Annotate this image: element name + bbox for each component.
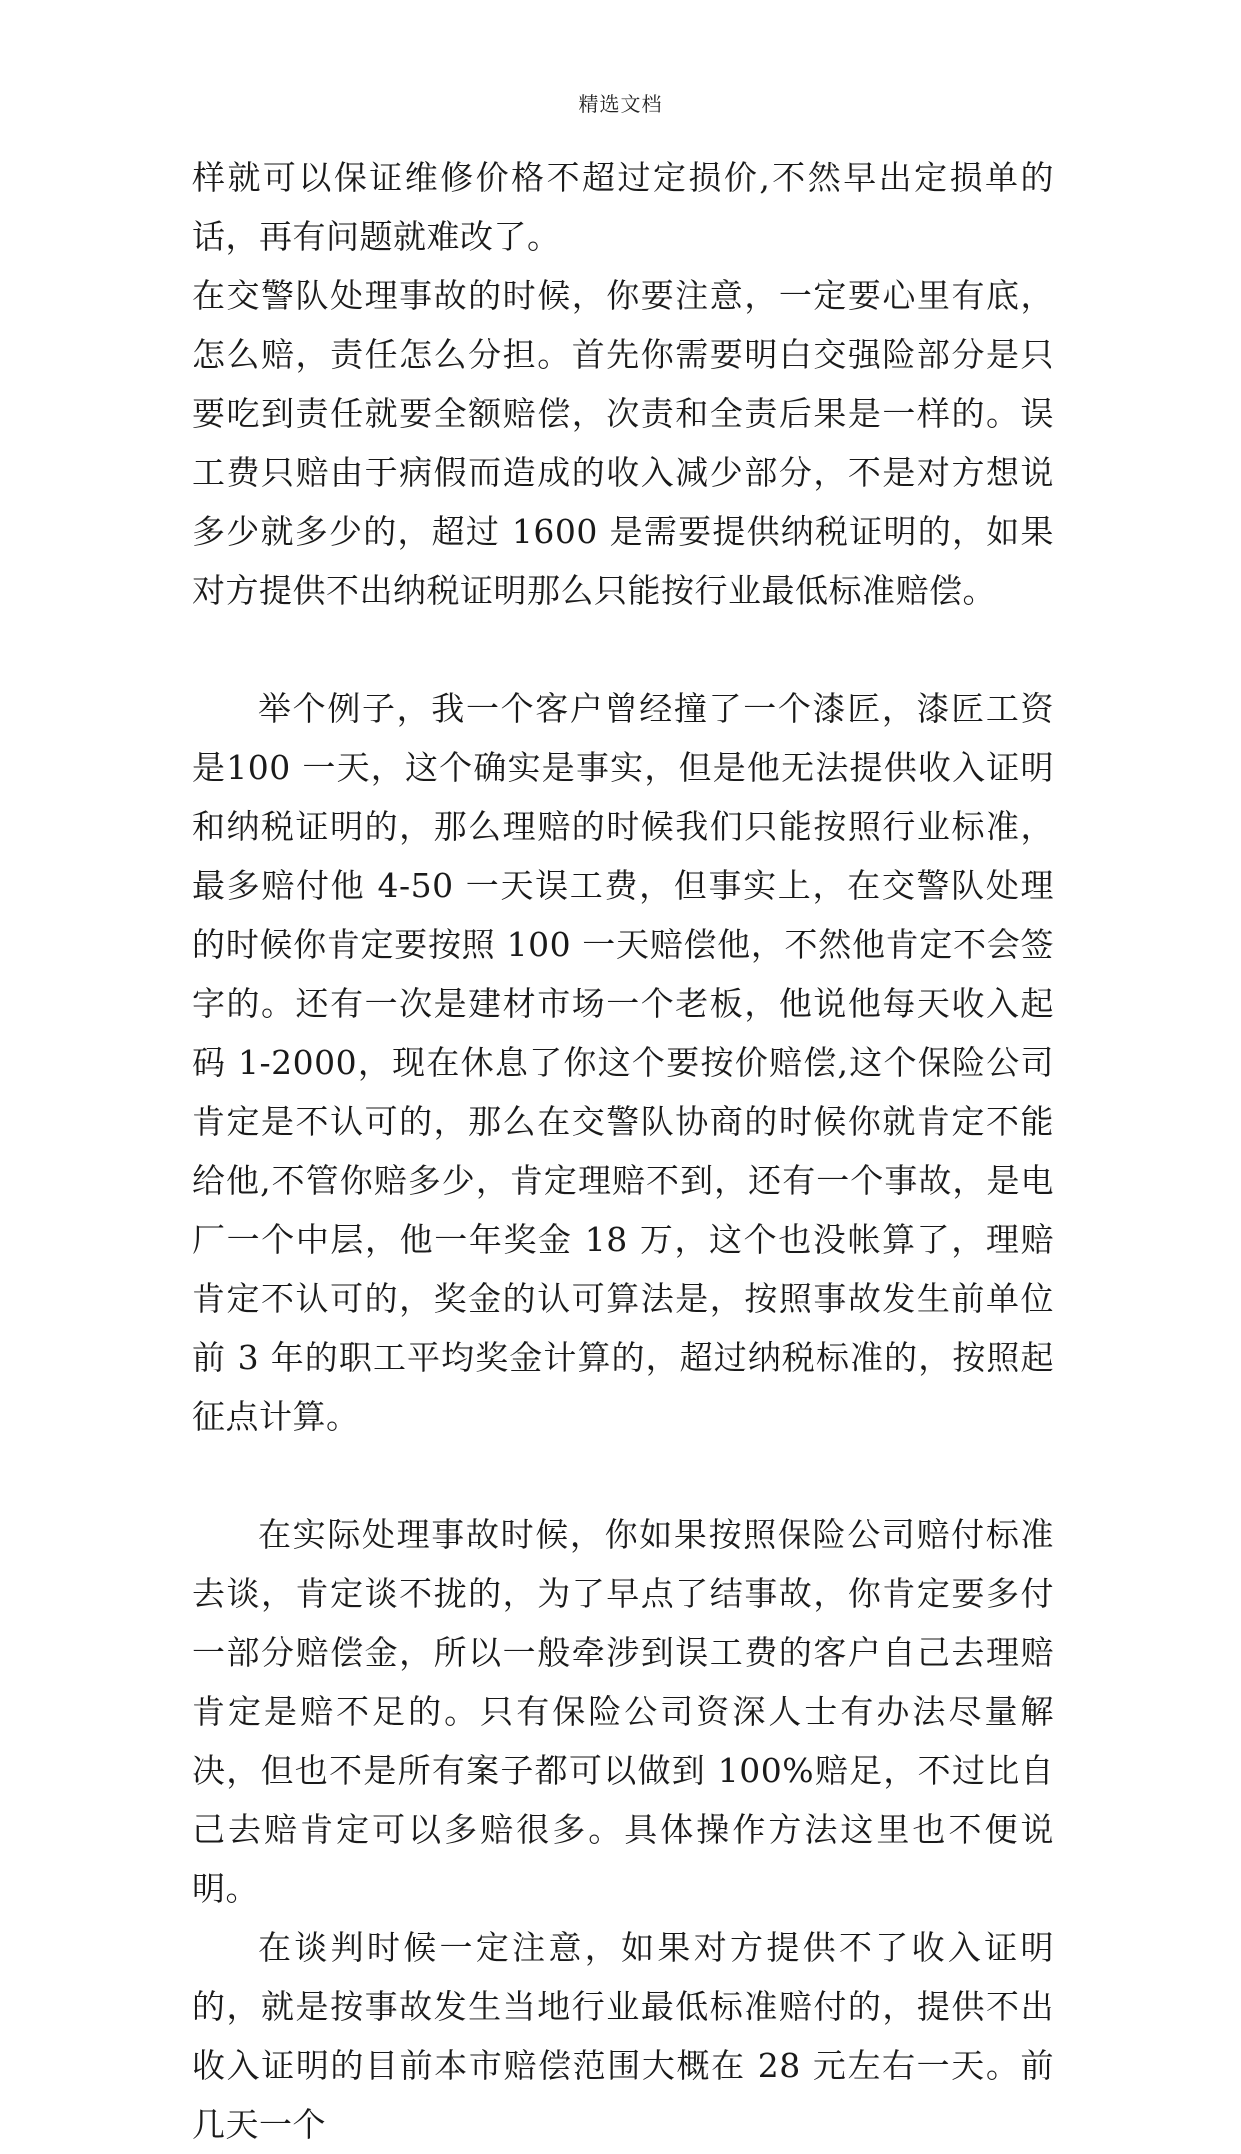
paragraph-traffic-police: 在交警队处理事故的时候，你要注意，一定要心里有底，怎么赔，责任怎么分担。首先你需要明白交强险部分是只要吃到责任就要全额赔偿，次责和全责后果是一样的。误工费只赔由于病假而造成的收入减少部分，不是对方想说多少就多少的，超过 1600 是需要提供纳税证明的，如果对方提供不出纳税证明那么只能按行业最低标准赔偿。 [192,276,1054,610]
document-body [192,148,1054,2154]
paragraph-negotiation: 在谈判时候一定注意，如果对方提供不了收入证明的，就是按事故发生当地行业最低标准赔付的，提供不出收入证明的目前本市赔偿范围大概在 28 元左右一天。前几天一个 [192,1928,1054,2144]
page-header: 精选文档 [578,92,663,116]
paragraph-actual-handling: 在实际处理事故时候，你如果按照保险公司赔付标准去谈，肯定谈不拢的，为了早点了结事故，你肯定要多付一部分赔偿金，所以一般牵涉到误工费的客户自己去理赔肯定是赔不足的。只有保险公司资深人士有办法尽量解决，但也不是所有案子都可以做到 100%赔足，不过比自己去赔肯定可以多赔很多。具体操作方法这里也不便说明。 [192,1515,1054,1908]
paragraph-example: 举个例子，我一个客户曾经撞了一个漆匠，漆匠工资是100 一天，这个确实是事实，但是他无法提供收入证明和纳税证明的，那么理赔的时候我们只能按照行业标准，最多赔付他 4-50 一天误工费，但事实上，在交警队处理的时候你肯定要按照 100 一天赔偿他，不然他肯定不会签字的。还有一次是建材市场一个老板，他说他每天收入起码 1-2000，现在休息了你这个要按价赔偿,这个保险公司肯定是不认可的，那么在交警队协商的时候你就肯定不能给他,不管你赔多少，肯定理赔不到，还有一个事故，是电厂一个中层，他一年奖金 18 万，这个也没帐算了，理赔肯定不认可的，奖金的认可算法是，按照事故发生前单位前 3 年的职工平均奖金计算的，超过纳税标准的，按照起征点计算。 [192,689,1054,1436]
paragraph-continuation: 样就可以保证维修价格不超过定损价,不然早出定损单的话，再有问题就难改了。 [192,158,1054,256]
